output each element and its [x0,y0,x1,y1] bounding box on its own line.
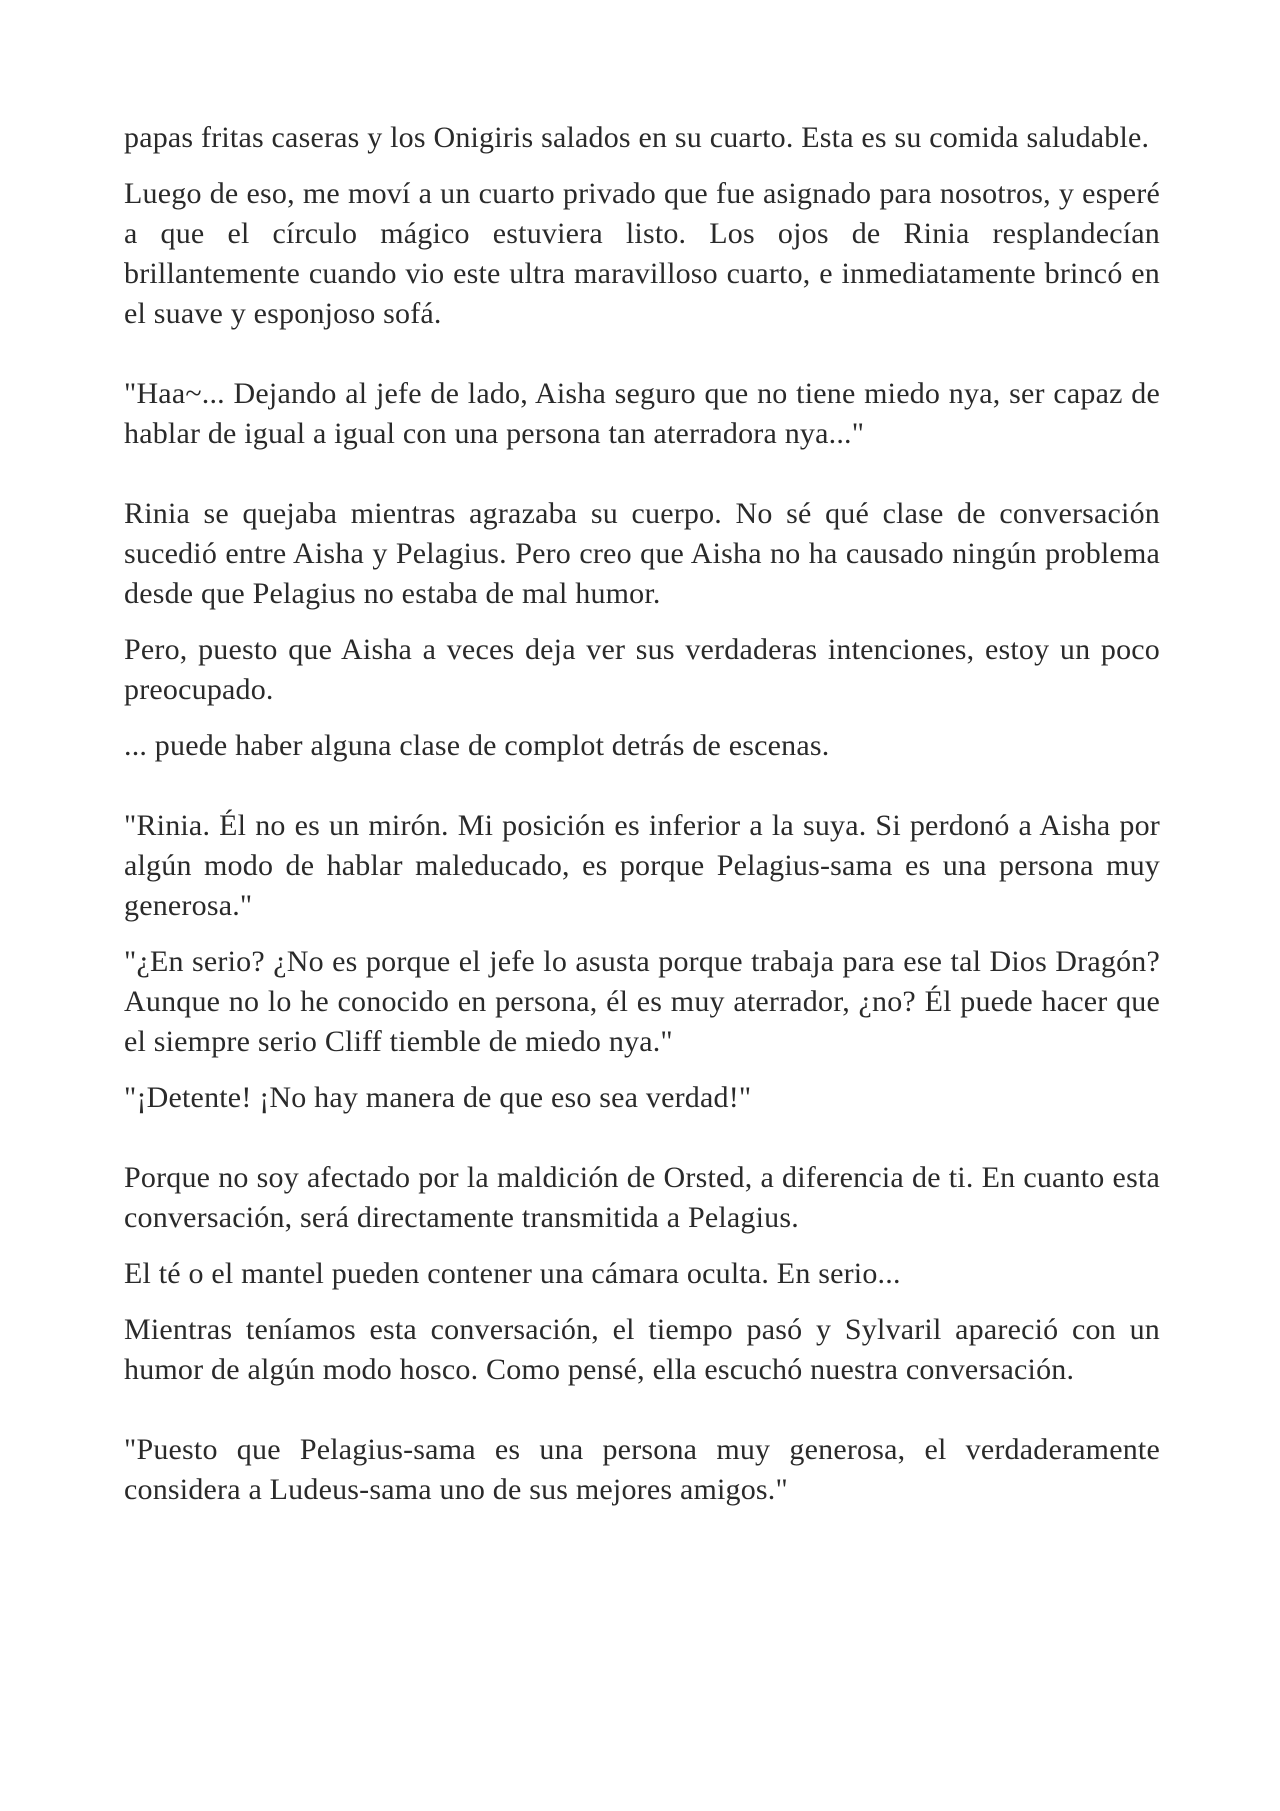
paragraph-2: Luego de eso, me moví a un cuarto privado que fue asignado para nosotros, y esperé a que el círculo mágico estuviera listo. Los ojos de Rinia resplandecían brillantemente cuando vio este ultra maravilloso cuarto, e inmediatamente brincó en el suave y esponjoso sofá. [124,177,1160,330]
paragraph-10: Porque no soy afectado por la maldición de Orsted, a diferencia de ti. En cuanto esta conversación, será directamente transmitida a Pelagius. [124,1161,1160,1234]
paragraph-12: Mientras teníamos esta conversación, el tiempo pasó y Sylvaril apareció con un humor de algún modo hosco. Como pensé, ella escuchó nuestra conversación. [124,1313,1160,1386]
paragraph-13: "Puesto que Pelagius-sama es una persona muy generosa, el verdaderamente considera a Ludeus-sama uno de sus mejores amigos." [124,1433,1160,1506]
paragraph-4: Rinia se quejaba mientras agrazaba su cuerpo. No sé qué clase de conversación sucedió entre Aisha y Pelagius. Pero creo que Aisha no ha causado ningún problema desde que Pelagius no estaba de mal humor. [124,497,1160,610]
paragraph-5: Pero, puesto que Aisha a veces deja ver sus verdaderas intenciones, estoy un poco preocupado. [124,633,1160,706]
document-body [124,118,1160,1526]
paragraph-7: "Rinia. Él no es un mirón. Mi posición es inferior a la suya. Si perdonó a Aisha por algún modo de hablar maleducado, es porque Pelagius-sama es una persona muy generosa." [124,809,1160,922]
paragraph-8: "¿En serio? ¿No es porque el jefe lo asusta porque trabaja para ese tal Dios Dragón? Aunque no lo he conocido en persona, él es muy aterrador, ¿no? Él puede hacer que el siempre serio Cliff tiemble de miedo nya." [124,945,1160,1058]
paragraph-3: "Haa~... Dejando al jefe de lado, Aisha seguro que no tiene miedo nya, ser capaz de hablar de igual a igual con una persona tan aterradora nya..." [124,377,1160,450]
paragraph-9: "¡Detente! ¡No hay manera de que eso sea verdad!" [124,1081,752,1114]
paragraph-11: El té o el mantel pueden contener una cámara oculta. En serio... [124,1257,901,1290]
paragraph-6: ... puede haber alguna clase de complot detrás de escenas. [124,729,830,762]
paragraph-1: papas fritas caseras y los Onigiris salados en su cuarto. Esta es su comida saludable. [124,121,1150,154]
